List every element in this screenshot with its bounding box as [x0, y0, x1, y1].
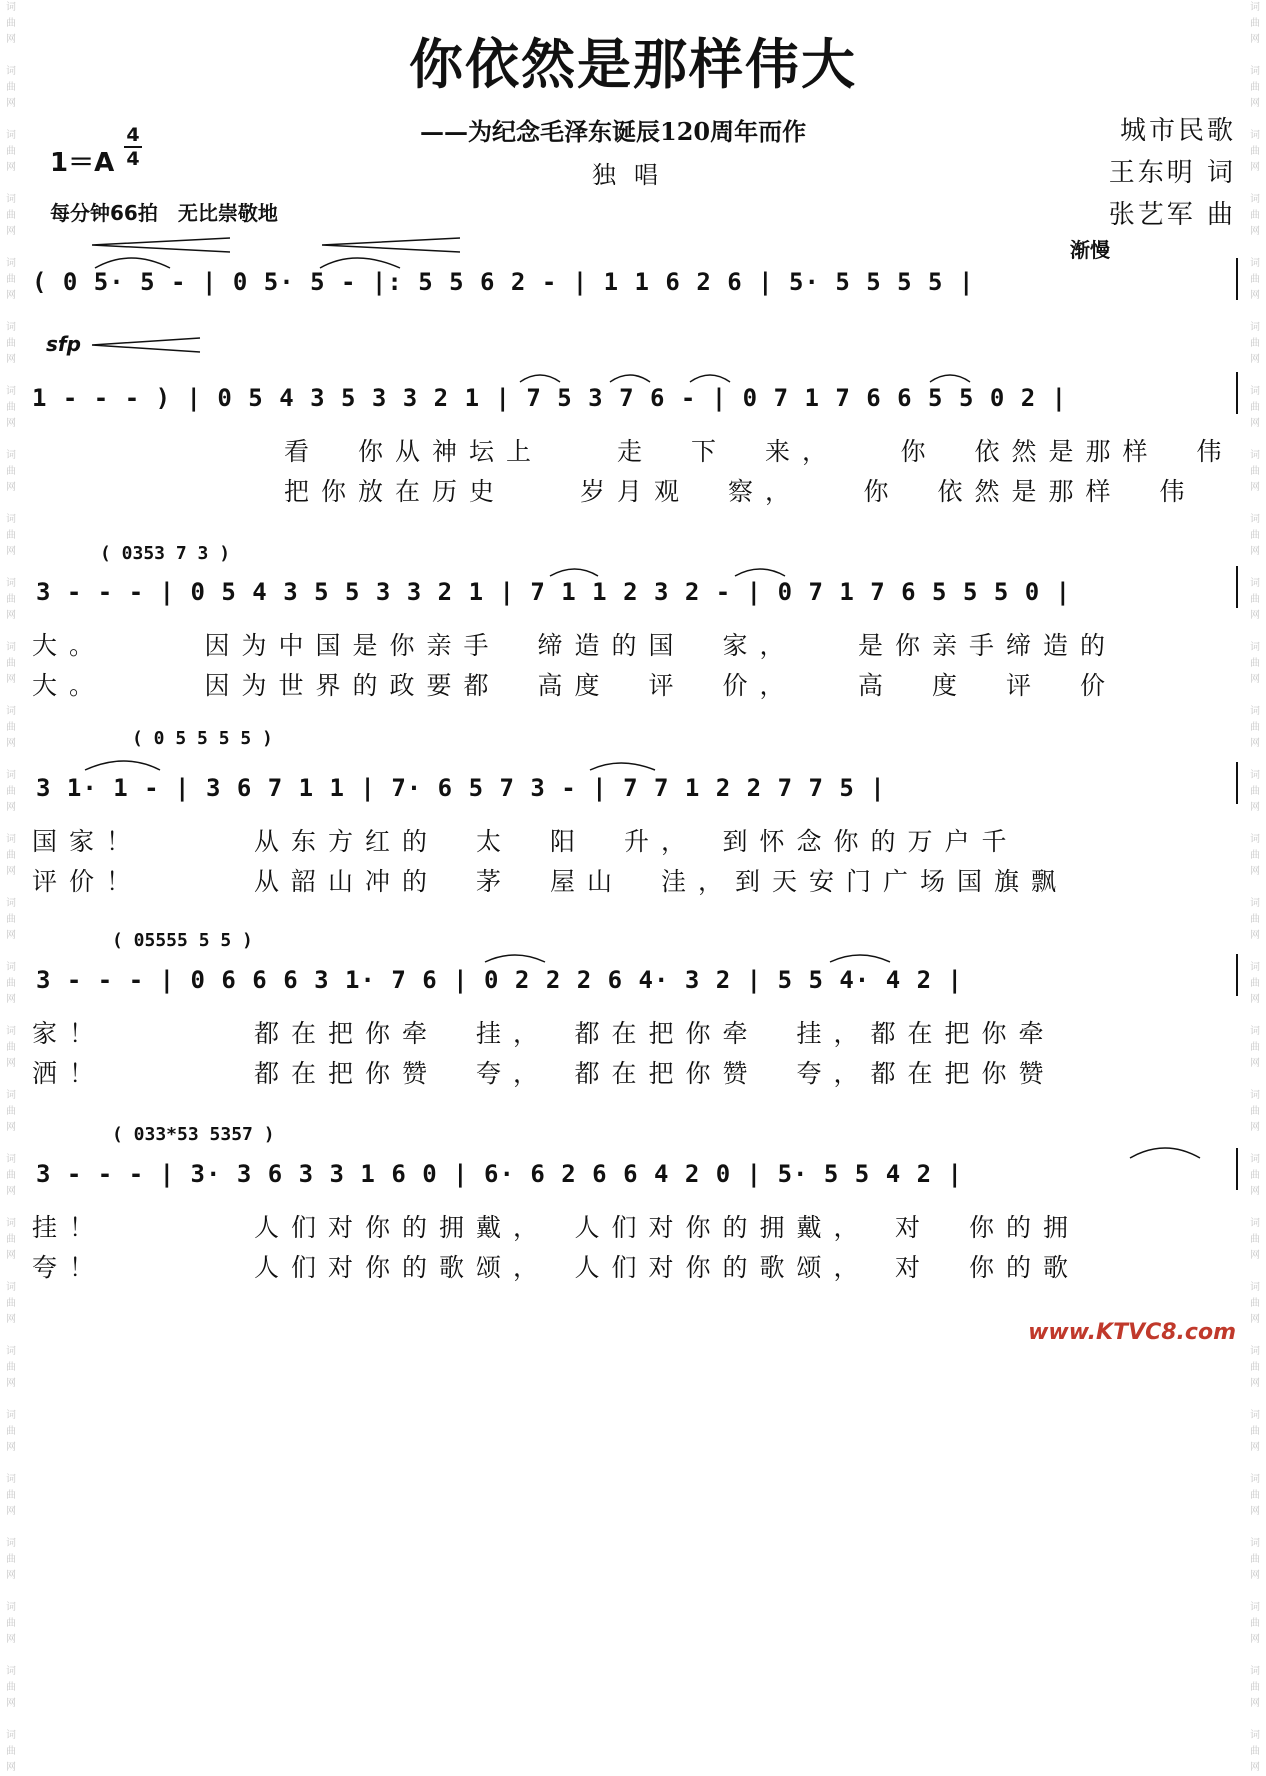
slur-6	[735, 569, 785, 576]
tie-1	[95, 258, 170, 268]
system-4-notes: 3 - - - | 0 6 6 6 3 1· 7 6 | 0 2 2 2 6 4· 3 2 | 5 5 4· 4 2 |	[36, 966, 963, 994]
system-3-interlude: ( 0 5 5 5 5 )	[132, 728, 273, 749]
key-signature: 1＝A	[50, 148, 115, 178]
slur-7	[590, 763, 655, 770]
sfp-hairpin	[92, 338, 200, 352]
slur-10	[1130, 1148, 1200, 1158]
tie-3	[85, 761, 160, 770]
performance-mode: 独唱	[592, 161, 676, 189]
slur-1	[520, 375, 560, 382]
lyricist-credit: 王东明 词	[1108, 158, 1236, 188]
time-signature-bottom: 4	[126, 148, 140, 170]
ritardando-mark: 渐慢	[1070, 238, 1110, 262]
barline	[1236, 954, 1238, 996]
tempo-marking: 每分钟66拍 无比崇敬地	[50, 201, 278, 225]
system-4-interlude: ( 05555 5 5 )	[112, 930, 253, 951]
dynamic-mark: sfp	[46, 332, 81, 356]
barline	[1236, 1148, 1238, 1190]
composer-credit: 张艺军 曲	[1108, 200, 1236, 230]
system-2-lyrics-verse1: 大。 因为中国是你亲手 缔造的国 家， 是你亲手缔造的	[32, 631, 1118, 660]
system-3-lyrics-verse2: 评价！ 从韶山冲的 茅 屋山 洼，到天安门广场国旗飘	[32, 867, 1069, 896]
barline	[1236, 566, 1238, 608]
slur-4	[930, 375, 970, 382]
intro-notes: ( 0 5· 5 - | 0 5· 5 - |: 5 5 6 2 - | 1 1 6 2 6 | 5· 5 5 5 5 |	[32, 268, 975, 296]
slur-3	[690, 375, 730, 382]
time-signature-top: 4	[126, 124, 140, 146]
system-5-notes: 3 - - - | 3· 3 6 3 3 1 6 0 | 6· 6 2 6 6 4 2 0 | 5· 5 5 4 2 |	[36, 1160, 963, 1188]
system-4-lyrics-verse2: 洒！ 都在把你赞 夸， 都在把你赞 夸，都在把你赞	[32, 1059, 1056, 1088]
system-4-lyrics-verse1: 家！ 都在把你牵 挂， 都在把你牵 挂，都在把你牵	[32, 1019, 1056, 1048]
barline	[1236, 372, 1238, 414]
right-watermark: 词 曲 网 词 曲 网 词 曲 网 词 曲 网 词 曲 网 词 曲 网 词 曲 网 词 曲 网 词 曲 网 词 曲 网 词 曲 网 词 曲 网 词 曲 网 词 曲 网 词 曲 网 词 曲 网 词 曲 网 词 曲 网 词 曲 网 词 曲 网 词 曲 网 词 曲 网 词 曲 网 词 曲 网 词 曲 网 词 曲 网 词 曲 网 词 曲 网	[1250, 2, 1260, 1773]
system-2-interlude: ( 0353 7 3 )	[100, 543, 231, 564]
slur-5	[550, 569, 598, 576]
system-3-notes: 3 1· 1 - | 3 6 7 1 1 | 7· 6 5 7 3 - | 7 7 1 2 2 7 7 5 |	[36, 774, 886, 802]
system-2-lyrics-verse2: 大。 因为世界的政要都 高度 评 价， 高 度 评 价	[32, 671, 1118, 700]
system-1-lyrics-verse1: 看 你从神坛上 走 下 来， 你 依然是那样 伟	[284, 437, 1234, 466]
diminuendo-hairpin-2	[322, 238, 460, 252]
site-url: www.KTVC8.com	[1028, 1320, 1236, 1345]
genre-credit: 城市民歌	[1119, 116, 1236, 146]
system-5-interlude: ( 033*53 5357 )	[112, 1124, 275, 1145]
slur-2	[610, 375, 650, 382]
system-5-lyrics-verse1: 挂！ 人们对你的拥戴， 人们对你的拥戴， 对 你的拥	[32, 1213, 1081, 1242]
diminuendo-hairpin-1	[92, 238, 230, 252]
slur-9	[830, 955, 890, 962]
barline	[1236, 258, 1238, 300]
system-5-lyrics-verse2: 夸！ 人们对你的歌颂， 人们对你的歌颂， 对 你的歌	[32, 1253, 1081, 1282]
system-2-notes: 3 - - - | 0 5 4 3 5 5 3 3 2 1 | 7 1 1 2 3 2 - | 0 7 1 7 6 5 5 5 0 |	[36, 578, 1072, 606]
system-3-lyrics-verse1: 国家！ 从东方红的 太 阳 升， 到怀念你的万户千	[32, 827, 1019, 856]
left-watermark: 词 曲 网 词 曲 网 词 曲 网 词 曲 网 词 曲 网 词 曲 网 词 曲 网 词 曲 网 词 曲 网 词 曲 网 词 曲 网 词 曲 网 词 曲 网 词 曲 网 词 曲 网 词 曲 网 词 曲 网 词 曲 网 词 曲 网 词 曲 网 词 曲 网 词 曲 网 词 曲 网 词 曲 网 词 曲 网 词 曲 网 词 曲 网 词 曲 网	[6, 2, 16, 1773]
song-subtitle: ——为纪念毛泽东诞辰120周年而作	[420, 117, 807, 146]
slur-8	[485, 955, 545, 962]
song-title: 你依然是那样伟大	[409, 32, 857, 96]
system-1-lyrics-verse2: 把你放在历史 岁月观 察， 你 依然是那样 伟	[284, 477, 1197, 506]
barline	[1236, 762, 1238, 804]
system-1-notes: 1 - - - ) | 0 5 4 3 5 3 3 2 1 | 7 5 3 7 6 - | 0 7 1 7 6 6 5 5 0 2 |	[32, 384, 1068, 412]
tie-2	[320, 258, 400, 268]
